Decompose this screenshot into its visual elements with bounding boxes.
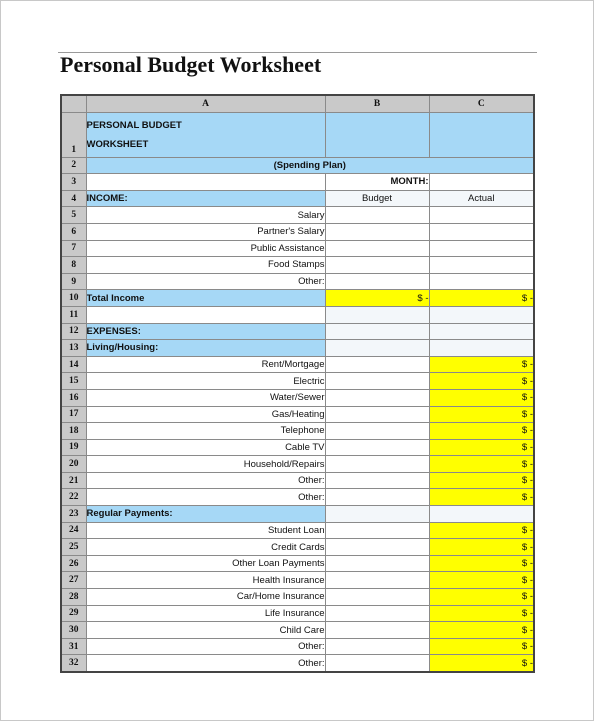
expense-item-label[interactable]: Student Loan xyxy=(86,522,325,539)
actual-cell[interactable]: $ - xyxy=(429,638,534,655)
row-number[interactable]: 9 xyxy=(61,273,86,290)
expense-item-label[interactable]: Water/Sewer xyxy=(86,389,325,406)
table-row xyxy=(61,373,534,390)
table-row xyxy=(61,489,534,506)
budget-cell[interactable] xyxy=(325,539,429,556)
row-number[interactable]: 3 xyxy=(61,174,86,191)
row-number[interactable]: 28 xyxy=(61,589,86,606)
cell-b1[interactable] xyxy=(325,112,429,157)
budget-cell[interactable] xyxy=(325,207,429,224)
column-header-row xyxy=(61,95,534,112)
total-income-label[interactable]: Total Income xyxy=(86,290,325,307)
expense-item-label[interactable]: Gas/Heating xyxy=(86,406,325,423)
actual-cell[interactable]: $ - xyxy=(429,572,534,589)
sheet-row xyxy=(61,340,534,357)
budget-column-label[interactable]: Budget xyxy=(325,190,429,207)
row-number[interactable]: 7 xyxy=(61,240,86,257)
budget-cell[interactable] xyxy=(325,456,429,473)
actual-cell[interactable]: $ - xyxy=(429,539,534,556)
row-number[interactable]: 27 xyxy=(61,572,86,589)
expense-item-label[interactable]: Rent/Mortgage xyxy=(86,356,325,373)
budget-cell[interactable] xyxy=(325,257,429,274)
expense-item-label[interactable]: Child Care xyxy=(86,622,325,639)
budget-cell[interactable] xyxy=(325,423,429,440)
table-row xyxy=(61,605,534,622)
actual-cell[interactable]: $ - xyxy=(429,406,534,423)
actual-cell[interactable] xyxy=(429,257,534,274)
expenses-section-label[interactable]: EXPENSES: xyxy=(86,323,325,340)
table-row xyxy=(61,655,534,672)
cell-b13[interactable] xyxy=(325,340,429,357)
table-row xyxy=(61,207,534,224)
month-label: MONTH: xyxy=(325,174,429,191)
column-header-c[interactable]: C xyxy=(429,95,534,112)
sheet-row xyxy=(61,174,534,191)
table-row xyxy=(61,240,534,257)
table-row xyxy=(61,356,534,373)
sheet-row xyxy=(61,157,534,174)
budget-cell[interactable] xyxy=(325,522,429,539)
actual-cell[interactable]: $ - xyxy=(429,373,534,390)
income-section-label[interactable]: INCOME: xyxy=(86,190,325,207)
budget-cell[interactable] xyxy=(325,472,429,489)
total-income-row xyxy=(61,290,534,307)
table-row xyxy=(61,223,534,240)
row-number[interactable]: 21 xyxy=(61,472,86,489)
row-number[interactable]: 5 xyxy=(61,207,86,224)
sheet-row xyxy=(61,112,534,157)
row-number[interactable]: 17 xyxy=(61,406,86,423)
table-row xyxy=(61,389,534,406)
expense-item-label[interactable]: Life Insurance xyxy=(86,605,325,622)
actual-cell[interactable]: $ - xyxy=(429,423,534,440)
row-number[interactable]: 30 xyxy=(61,622,86,639)
cell-c12[interactable] xyxy=(429,323,534,340)
table-row xyxy=(61,638,534,655)
row-number[interactable]: 4 xyxy=(61,190,86,207)
expense-item-label[interactable]: Car/Home Insurance xyxy=(86,589,325,606)
row-number[interactable]: 20 xyxy=(61,456,86,473)
expense-item-label[interactable]: Household/Repairs xyxy=(86,456,325,473)
actual-cell[interactable] xyxy=(429,240,534,257)
budget-cell[interactable] xyxy=(325,572,429,589)
actual-cell[interactable]: $ - xyxy=(429,655,534,672)
expense-item-label[interactable]: Other: xyxy=(86,638,325,655)
cell-c23[interactable] xyxy=(429,506,534,523)
column-header-a[interactable]: A xyxy=(86,95,325,112)
expense-item-label[interactable]: Telephone xyxy=(86,423,325,440)
actual-cell[interactable] xyxy=(429,207,534,224)
actual-cell[interactable]: $ - xyxy=(429,356,534,373)
row-number[interactable]: 13 xyxy=(61,340,86,357)
cell-a3[interactable] xyxy=(86,174,325,191)
document-title: Personal Budget Worksheet xyxy=(60,52,322,77)
income-item-label[interactable]: Other: xyxy=(86,273,325,290)
budget-cell[interactable] xyxy=(325,223,429,240)
table-row xyxy=(61,572,534,589)
spending-plan-cell[interactable]: (Spending Plan) xyxy=(86,157,534,174)
total-income-actual[interactable]: $ - xyxy=(429,290,534,307)
row-number[interactable]: 6 xyxy=(61,223,86,240)
actual-cell[interactable]: $ - xyxy=(429,589,534,606)
row-number[interactable]: 29 xyxy=(61,605,86,622)
row-number[interactable]: 24 xyxy=(61,522,86,539)
actual-cell[interactable]: $ - xyxy=(429,555,534,572)
table-row xyxy=(61,406,534,423)
row-number[interactable]: 11 xyxy=(61,306,86,323)
regular-payments-label[interactable]: Regular Payments: xyxy=(86,506,325,523)
actual-cell[interactable]: $ - xyxy=(429,472,534,489)
row-number[interactable]: 14 xyxy=(61,356,86,373)
cell-c13[interactable] xyxy=(429,340,534,357)
actual-cell[interactable]: $ - xyxy=(429,456,534,473)
income-item-label[interactable]: Salary xyxy=(86,207,325,224)
total-income-budget[interactable]: $ - xyxy=(325,290,429,307)
row-number[interactable]: 32 xyxy=(61,655,86,672)
budget-cell[interactable] xyxy=(325,439,429,456)
budget-cell[interactable] xyxy=(325,373,429,390)
table-row xyxy=(61,522,534,539)
expense-item-label[interactable]: Health Insurance xyxy=(86,572,325,589)
row-number[interactable]: 26 xyxy=(61,555,86,572)
row-number[interactable]: 18 xyxy=(61,423,86,440)
budget-cell[interactable] xyxy=(325,605,429,622)
expense-item-label[interactable]: Other: xyxy=(86,655,325,672)
table-row xyxy=(61,257,534,274)
row-number[interactable]: 12 xyxy=(61,323,86,340)
budget-spreadsheet xyxy=(60,94,535,673)
row-number[interactable]: 1 xyxy=(61,112,86,157)
cell-c1[interactable] xyxy=(429,112,534,157)
actual-column-label[interactable]: Actual xyxy=(429,190,534,207)
actual-cell[interactable] xyxy=(429,273,534,290)
budget-cell[interactable] xyxy=(325,356,429,373)
table-row xyxy=(61,589,534,606)
table-row xyxy=(61,273,534,290)
month-input-cell[interactable] xyxy=(429,174,534,191)
expense-item-label[interactable]: Other Loan Payments xyxy=(86,555,325,572)
income-item-label[interactable]: Public Assistance xyxy=(86,240,325,257)
cell-b11[interactable] xyxy=(325,306,429,323)
table-row xyxy=(61,622,534,639)
sheet-row xyxy=(61,323,534,340)
income-item-label[interactable]: Partner's Salary xyxy=(86,223,325,240)
row-number[interactable]: 31 xyxy=(61,638,86,655)
worksheet-title-line-2: WORKSHEET xyxy=(86,138,149,150)
sheet-row xyxy=(61,506,534,523)
actual-cell[interactable] xyxy=(429,223,534,240)
row-number[interactable]: 19 xyxy=(61,439,86,456)
expense-item-label[interactable]: Electric xyxy=(86,373,325,390)
budget-cell[interactable] xyxy=(325,589,429,606)
income-item-label[interactable]: Food Stamps xyxy=(86,257,325,274)
actual-cell[interactable]: $ - xyxy=(429,522,534,539)
budget-cell[interactable] xyxy=(325,655,429,672)
budget-cell[interactable] xyxy=(325,273,429,290)
budget-cell[interactable] xyxy=(325,555,429,572)
expense-item-label[interactable]: Cable TV xyxy=(86,439,325,456)
actual-cell[interactable]: $ - xyxy=(429,489,534,506)
cell-b23[interactable] xyxy=(325,506,429,523)
row-number[interactable]: 25 xyxy=(61,539,86,556)
budget-cell[interactable] xyxy=(325,638,429,655)
row-number[interactable]: 16 xyxy=(61,389,86,406)
table-row xyxy=(61,456,534,473)
row-number[interactable]: 8 xyxy=(61,257,86,274)
expense-item-label[interactable]: Other: xyxy=(86,472,325,489)
cell-b12[interactable] xyxy=(325,323,429,340)
sheet-row xyxy=(61,306,534,323)
worksheet-title-line-1: PERSONAL BUDGET xyxy=(86,119,182,131)
budget-cell[interactable] xyxy=(325,489,429,506)
budget-cell[interactable] xyxy=(325,406,429,423)
worksheet-title-cell[interactable] xyxy=(86,112,325,157)
sheet-row xyxy=(61,190,534,207)
table-row xyxy=(61,539,534,556)
actual-cell[interactable]: $ - xyxy=(429,622,534,639)
row-number[interactable]: 2 xyxy=(61,157,86,174)
living-housing-label[interactable]: Living/Housing: xyxy=(86,340,325,357)
actual-cell[interactable]: $ - xyxy=(429,389,534,406)
table-row xyxy=(61,472,534,489)
table-row xyxy=(61,423,534,440)
actual-cell[interactable]: $ - xyxy=(429,439,534,456)
table-row xyxy=(61,439,534,456)
expense-item-label[interactable]: Other: xyxy=(86,489,325,506)
actual-cell[interactable]: $ - xyxy=(429,605,534,622)
corner-cell[interactable] xyxy=(61,95,86,112)
budget-cell[interactable] xyxy=(325,240,429,257)
table-row xyxy=(61,555,534,572)
row-number[interactable]: 22 xyxy=(61,489,86,506)
row-number[interactable]: 10 xyxy=(61,290,86,307)
budget-cell[interactable] xyxy=(325,622,429,639)
expense-item-label[interactable]: Credit Cards xyxy=(86,539,325,556)
row-number[interactable]: 23 xyxy=(61,506,86,523)
cell-c11[interactable] xyxy=(429,306,534,323)
column-header-b[interactable]: B xyxy=(325,95,429,112)
cell-a11[interactable] xyxy=(86,306,325,323)
row-number[interactable]: 15 xyxy=(61,373,86,390)
budget-cell[interactable] xyxy=(325,389,429,406)
